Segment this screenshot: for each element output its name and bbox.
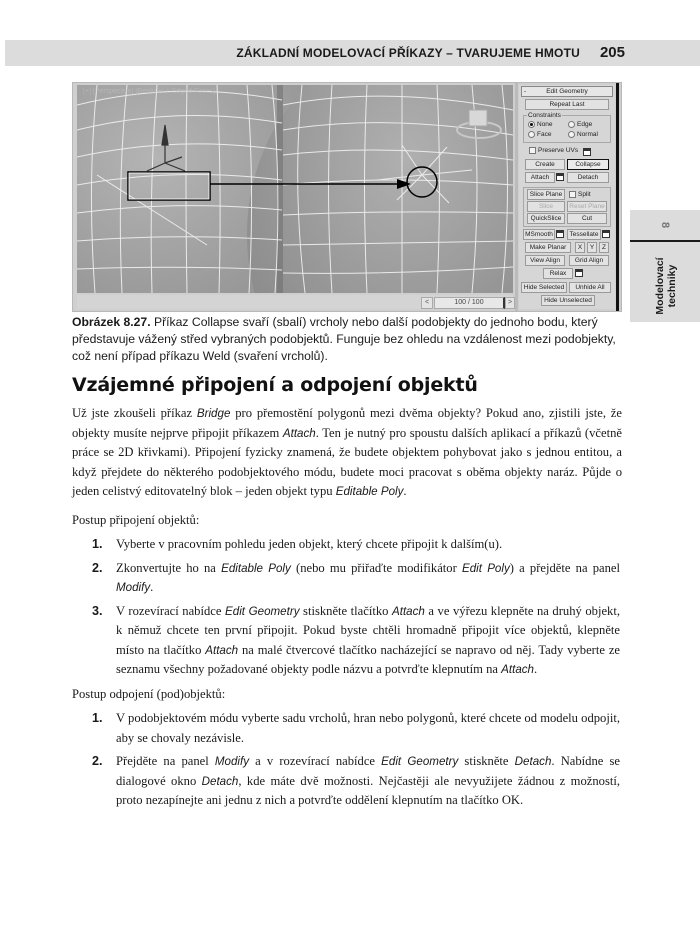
- timeline-slider[interactable]: 100 / 100: [434, 297, 505, 309]
- split-checkbox[interactable]: [569, 191, 591, 198]
- preserve-uvs-settings-icon[interactable]: [583, 148, 591, 156]
- chapter-label-line2: techniky: [666, 264, 678, 308]
- create-button[interactable]: Create: [525, 159, 565, 170]
- radio-label: Face: [537, 131, 552, 138]
- chapter-label-line1: Modelovací: [654, 257, 666, 315]
- collapse-rollout-icon: -: [524, 88, 527, 95]
- constraint-face-radio[interactable]: [528, 131, 551, 138]
- chapter-tab: [630, 210, 700, 322]
- detach-steps-list: [90, 709, 620, 815]
- caption-label: Obrázek 8.27.: [72, 315, 151, 329]
- grid-align-button[interactable]: Grid Align: [569, 255, 609, 266]
- constraints-label: Constraints: [528, 112, 561, 119]
- viewport[interactable]: [77, 85, 513, 293]
- slice-button[interactable]: Slice: [527, 201, 565, 212]
- tessellate-button[interactable]: Tessellate: [567, 229, 601, 240]
- planar-z-button[interactable]: Z: [599, 242, 609, 253]
- checkbox-icon: [529, 147, 536, 154]
- detach-procedure-heading: Postup odpojení (pod)objektů:: [72, 687, 226, 701]
- figure-screenshot: [72, 82, 622, 312]
- checkbox-label: Split: [578, 191, 591, 198]
- intro-paragraph: Už jste zkoušeli příkaz Bridge pro přemostění polygonů mezi dvěma objekty? Pokud ano, zjistili jste, že objekty musíte nejprve připojit příkazem Attach. Ten je nutný pro spoustu dalších aplikací a příkazů (včetně práce se 2D křivkami). Připojení fyzicky znamená, že budete objektem pohybovat jako s jednou entitou, a když přejdete do některého podobjektového módu, budete moci pracovat s oběma objekty naráz. Půjde o jeden celistvý editovatelný blok – jeden objekt typu Editable Poly.: [72, 406, 622, 498]
- tessellate-settings-icon[interactable]: [602, 230, 610, 238]
- list-item: 2. Přejděte na panel Modify a v rozevírací nabídce Edit Geometry stiskněte Detach. Nabídne se dialogové okno Detach, kde máte dvě možnosti. Nejčastěji ale nevyužijete žádnou z možností, proto nezapínejte ani jednu z nich a potvrďte oddělení klepnutím na tlačítko OK.: [92, 754, 620, 807]
- msmooth-button[interactable]: MSmooth: [523, 229, 555, 240]
- checkbox-label: Preserve UVs: [538, 147, 579, 154]
- make-planar-button[interactable]: Make Planar: [525, 242, 571, 253]
- viewport-label[interactable]: [+] [Perspective] [Realistic + Edged Faces]: [83, 88, 215, 95]
- radio-label: None: [537, 121, 553, 128]
- list-item: 2. Zkonvertujte ho na Editable Poly (nebo mu přiřaďte modifikátor Edit Poly) a přejděte na panel Modify.: [92, 560, 620, 594]
- relax-settings-icon[interactable]: [575, 269, 583, 277]
- view-align-button[interactable]: View Align: [525, 255, 565, 266]
- section-heading: Vzájemné připojení a odpojení objektů: [72, 374, 478, 396]
- repeat-last-button[interactable]: Repeat Last: [525, 99, 609, 110]
- hide-selected-button[interactable]: Hide Selected: [521, 282, 567, 293]
- edit-geometry-panel: [519, 85, 615, 309]
- radio-icon: [568, 131, 575, 138]
- rollout-title: Edit Geometry: [546, 88, 588, 95]
- constraints-group: [523, 112, 611, 143]
- timeline-next-button[interactable]: >: [505, 297, 515, 309]
- preserve-uvs-checkbox[interactable]: [529, 147, 578, 154]
- panel-scrollbar[interactable]: [616, 83, 619, 311]
- planar-x-button[interactable]: X: [575, 242, 585, 253]
- unhide-all-button[interactable]: Unhide All: [569, 282, 611, 293]
- attach-button[interactable]: Attach: [525, 172, 555, 183]
- collapse-button[interactable]: Collapse: [567, 159, 609, 170]
- edit-geometry-rollout-header[interactable]: [521, 86, 613, 97]
- quickslice-button[interactable]: QuickSlice: [527, 213, 565, 224]
- radio-selected-icon: [528, 121, 535, 128]
- cut-button[interactable]: Cut: [567, 213, 607, 224]
- chapter-number: 8: [630, 210, 700, 242]
- attach-steps-list: [90, 535, 620, 684]
- radio-label: Normal: [577, 131, 598, 138]
- reset-plane-button[interactable]: Reset Plane: [567, 201, 607, 212]
- planar-y-button[interactable]: Y: [587, 242, 597, 253]
- timeline-prev-button[interactable]: <: [421, 297, 433, 309]
- checkbox-icon: [569, 191, 576, 198]
- radio-icon: [528, 131, 535, 138]
- caption-text: Příkaz Collapse svaří (sbalí) vrcholy nebo další podobjekty do jednoho bodu, který představuje vážený střed vybraných podobjektů. Funguje bez ohledu na vzdálenost mezi podobjekty, což není případ příkazu Weld (svaření vrcholů).: [72, 315, 616, 363]
- relax-button[interactable]: Relax: [543, 268, 573, 279]
- radio-label: Edge: [577, 121, 593, 128]
- page-number: 205: [599, 44, 625, 61]
- timeline: [77, 295, 513, 309]
- list-item: 1. V podobjektovém módu vyberte sadu vrcholů, hran nebo polygonů, které chcete od modelu odpojit, aby se chovaly nezávisle.: [92, 711, 620, 745]
- viewport-divider: [515, 83, 518, 311]
- list-item: 3. V rozevírací nabídce Edit Geometry stiskněte tlačítko Attach a ve výřezu klepněte na druhý objekt, k němuž chcete ten první připojit. Pokud byste chtěli hromadně připojit více objektů, klepněte místo na tlačítko Attach na malé čtvercové tlačítko nacházející se napravo od něj. Tady vyberte ze seznamu všechny požadované objekty podle názvu a potvrďte klepnutím na Attach.: [92, 603, 621, 676]
- chapter-label: [636, 246, 696, 320]
- running-head: ZÁKLADNÍ MODELOVACÍ PŘÍKAZY – TVARUJEME HMOTU: [236, 46, 580, 60]
- constraint-edge-radio[interactable]: [568, 121, 592, 128]
- constraint-normal-radio[interactable]: [568, 131, 598, 138]
- slice-plane-button[interactable]: Slice Plane: [527, 189, 565, 200]
- constraint-none-radio[interactable]: [528, 121, 553, 128]
- attach-procedure-heading: Postup připojení objektů:: [72, 513, 200, 527]
- hide-unselected-button[interactable]: Hide Unselected: [541, 295, 595, 306]
- list-item: 1. Vyberte v pracovním pohledu jeden objekt, který chcete připojit k dalším(u).: [92, 537, 503, 551]
- figure-caption: [72, 314, 622, 365]
- radio-icon: [568, 121, 575, 128]
- attach-list-icon[interactable]: [556, 173, 564, 181]
- sphere-mesh-illustration: [77, 85, 513, 293]
- msmooth-settings-icon[interactable]: [556, 230, 564, 238]
- detach-button[interactable]: Detach: [567, 172, 609, 183]
